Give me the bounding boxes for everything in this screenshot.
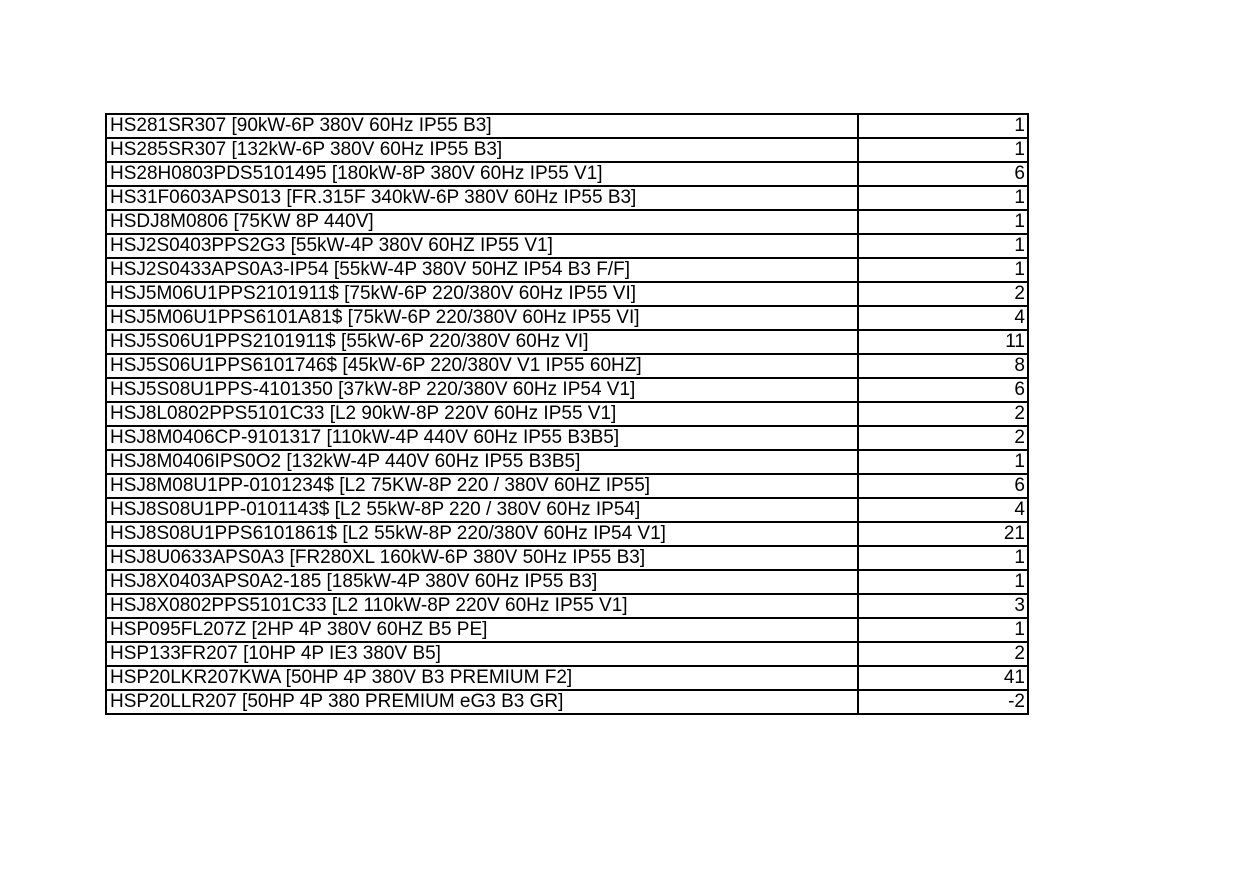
item-description-cell: HS28H0803PDS5101495 [180kW-8P 380V 60Hz IP55 V1] — [106, 162, 858, 186]
table-row — [106, 666, 1028, 690]
inventory-table-body — [106, 114, 1028, 714]
item-description-cell: HS281SR307 [90kW-6P 380V 60Hz IP55 B3] — [106, 114, 858, 138]
item-description-cell: HSJ8M0406IPS0O2 [132kW-4P 440V 60Hz IP55 B3B5] — [106, 450, 858, 474]
quantity-cell: 6 — [858, 378, 1028, 402]
quantity-cell: 2 — [858, 402, 1028, 426]
item-description-cell: HSDJ8M0806 [75KW 8P 440V] — [106, 210, 858, 234]
table-row — [106, 570, 1028, 594]
quantity-cell: 6 — [858, 474, 1028, 498]
item-description-cell: HS31F0603APS013 [FR.315F 340kW-6P 380V 60Hz IP55 B3] — [106, 186, 858, 210]
table-row — [106, 498, 1028, 522]
item-description-cell: HSJ8L0802PPS5101C33 [L2 90kW-8P 220V 60Hz IP55 V1] — [106, 402, 858, 426]
quantity-cell: 8 — [858, 354, 1028, 378]
table-row — [106, 210, 1028, 234]
quantity-cell: 4 — [858, 498, 1028, 522]
item-description-cell: HSJ8X0802PPS5101C33 [L2 110kW-8P 220V 60Hz IP55 V1] — [106, 594, 858, 618]
item-description-cell: HSJ8S08U1PPS6101861$ [L2 55kW-8P 220/380V 60Hz IP54 V1] — [106, 522, 858, 546]
quantity-cell: 1 — [858, 258, 1028, 282]
quantity-cell: 2 — [858, 282, 1028, 306]
quantity-cell: 4 — [858, 306, 1028, 330]
table-row — [106, 690, 1028, 714]
table-row — [106, 522, 1028, 546]
quantity-cell: -2 — [858, 690, 1028, 714]
table-row — [106, 138, 1028, 162]
quantity-cell: 3 — [858, 594, 1028, 618]
item-description-cell: HS285SR307 [132kW-6P 380V 60Hz IP55 B3] — [106, 138, 858, 162]
item-description-cell: HSJ5M06U1PPS6101A81$ [75kW-6P 220/380V 60Hz IP55 VI] — [106, 306, 858, 330]
quantity-cell: 1 — [858, 210, 1028, 234]
table-row — [106, 354, 1028, 378]
table-row — [106, 114, 1028, 138]
item-description-cell: HSJ2S0403PPS2G3 [55kW-4P 380V 60HZ IP55 V1] — [106, 234, 858, 258]
item-description-cell: HSJ8U0633APS0A3 [FR280XL 160kW-6P 380V 50Hz IP55 B3] — [106, 546, 858, 570]
table-row — [106, 426, 1028, 450]
quantity-cell: 1 — [858, 138, 1028, 162]
table-row — [106, 378, 1028, 402]
table-row — [106, 282, 1028, 306]
table-row — [106, 402, 1028, 426]
table-row — [106, 186, 1028, 210]
quantity-cell: 11 — [858, 330, 1028, 354]
table-row — [106, 306, 1028, 330]
table-row — [106, 450, 1028, 474]
quantity-cell: 1 — [858, 114, 1028, 138]
table-row — [106, 258, 1028, 282]
item-description-cell: HSJ2S0433APS0A3-IP54 [55kW-4P 380V 50HZ IP54 B3 F/F] — [106, 258, 858, 282]
table-row — [106, 546, 1028, 570]
table-row — [106, 618, 1028, 642]
quantity-cell: 1 — [858, 546, 1028, 570]
item-description-cell: HSP20LKR207KWA [50HP 4P 380V B3 PREMIUM F2] — [106, 666, 858, 690]
item-description-cell: HSJ8M0406CP-9101317 [110kW-4P 440V 60Hz IP55 B3B5] — [106, 426, 858, 450]
quantity-cell: 1 — [858, 450, 1028, 474]
item-description-cell: HSJ8X0403APS0A2-185 [185kW-4P 380V 60Hz IP55 B3] — [106, 570, 858, 594]
quantity-cell: 41 — [858, 666, 1028, 690]
quantity-cell: 21 — [858, 522, 1028, 546]
quantity-cell: 2 — [858, 426, 1028, 450]
table-row — [106, 594, 1028, 618]
table-row — [106, 474, 1028, 498]
quantity-cell: 2 — [858, 642, 1028, 666]
item-description-cell: HSJ5S08U1PPS-4101350 [37kW-8P 220/380V 60Hz IP54 V1] — [106, 378, 858, 402]
table-row — [106, 642, 1028, 666]
item-description-cell: HSJ8S08U1PP-0101143$ [L2 55kW-8P 220 / 380V 60Hz IP54] — [106, 498, 858, 522]
item-description-cell: HSJ8M08U1PP-0101234$ [L2 75KW-8P 220 / 380V 60HZ IP55] — [106, 474, 858, 498]
inventory-table — [105, 113, 1029, 715]
item-description-cell: HSJ5S06U1PPS6101746$ [45kW-6P 220/380V V1 IP55 60HZ] — [106, 354, 858, 378]
table-row — [106, 234, 1028, 258]
quantity-cell: 1 — [858, 234, 1028, 258]
item-description-cell: HSP095FL207Z [2HP 4P 380V 60HZ B5 PE] — [106, 618, 858, 642]
table-row — [106, 162, 1028, 186]
table-row — [106, 330, 1028, 354]
item-description-cell: HSJ5M06U1PPS2101911$ [75kW-6P 220/380V 60Hz IP55 VI] — [106, 282, 858, 306]
item-description-cell: HSP20LLR207 [50HP 4P 380 PREMIUM eG3 B3 GR] — [106, 690, 858, 714]
item-description-cell: HSP133FR207 [10HP 4P IE3 380V B5] — [106, 642, 858, 666]
quantity-cell: 1 — [858, 186, 1028, 210]
quantity-cell: 1 — [858, 618, 1028, 642]
item-description-cell: HSJ5S06U1PPS2101911$ [55kW-6P 220/380V 60Hz VI] — [106, 330, 858, 354]
quantity-cell: 6 — [858, 162, 1028, 186]
quantity-cell: 1 — [858, 570, 1028, 594]
